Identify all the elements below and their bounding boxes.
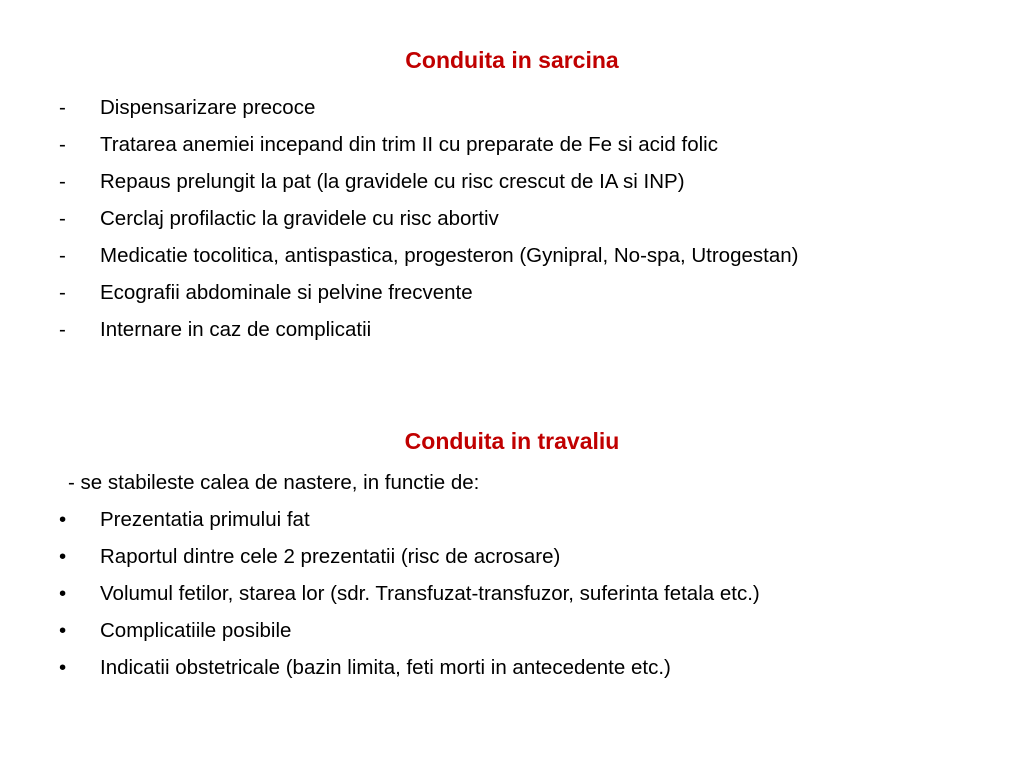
list-item: [56, 543, 956, 570]
pregnancy-management-list: [56, 94, 956, 353]
bullet-marker: •: [59, 545, 67, 568]
list-item: [56, 242, 900, 269]
list-item: [56, 168, 956, 195]
list-item-text: Repaus prelungit la pat (la gravidele cu risc crescut de IA si INP): [100, 170, 685, 193]
list-item: [56, 580, 956, 607]
dash-marker: -: [59, 207, 66, 230]
list-item: [56, 506, 956, 533]
list-item-text: Raportul dintre cele 2 prezentatii (risc de acrosare): [100, 545, 561, 568]
dash-marker: -: [59, 96, 66, 119]
list-item: [56, 617, 956, 644]
list-item-text: Complicatiile posibile: [100, 619, 292, 642]
dash-marker: -: [59, 170, 66, 193]
list-item-text: Volumul fetilor, starea lor (sdr. Transfuzat-transfuzor, suferinta fetala etc.): [100, 582, 760, 605]
list-item: [56, 654, 956, 681]
list-item-text: Indicatii obstetricale (bazin limita, feti morti in antecedente etc.): [100, 656, 671, 679]
section-title-labor: Conduita in travaliu: [404, 428, 620, 454]
list-item-text: Prezentatia primului fat: [100, 508, 310, 531]
list-item-text: Ecografii abdominale si pelvine frecvente: [100, 281, 473, 304]
bullet-marker: •: [59, 619, 67, 642]
dash-marker: -: [59, 281, 66, 304]
list-item: [56, 279, 956, 306]
dash-marker: -: [59, 318, 66, 341]
bullet-marker: •: [59, 508, 67, 531]
list-item-text: Medicatie tocolitica, antispastica, progesteron (Gynipral, No-spa, Utrogestan): [100, 244, 799, 267]
list-item: [56, 94, 956, 121]
labor-intro-text: - se stabileste calea de nastere, in functie de:: [68, 471, 480, 494]
bullet-marker: •: [59, 656, 67, 679]
list-item-text: Dispensarizare precoce: [100, 96, 316, 119]
bullet-marker: •: [59, 582, 67, 605]
list-item: [56, 131, 956, 158]
list-item-text: Cerclaj profilactic la gravidele cu risc abortiv: [100, 207, 499, 230]
dash-marker: -: [59, 244, 66, 267]
section-title-pregnancy: Conduita in sarcina: [405, 47, 619, 73]
dash-marker: -: [59, 133, 66, 156]
list-item-text: Internare in caz de complicatii: [100, 318, 372, 341]
labor-criteria-list: [56, 506, 956, 691]
list-item: [56, 316, 956, 343]
list-item: [56, 205, 956, 232]
list-item-text: Tratarea anemiei incepand din trim II cu preparate de Fe si acid folic: [100, 133, 718, 156]
